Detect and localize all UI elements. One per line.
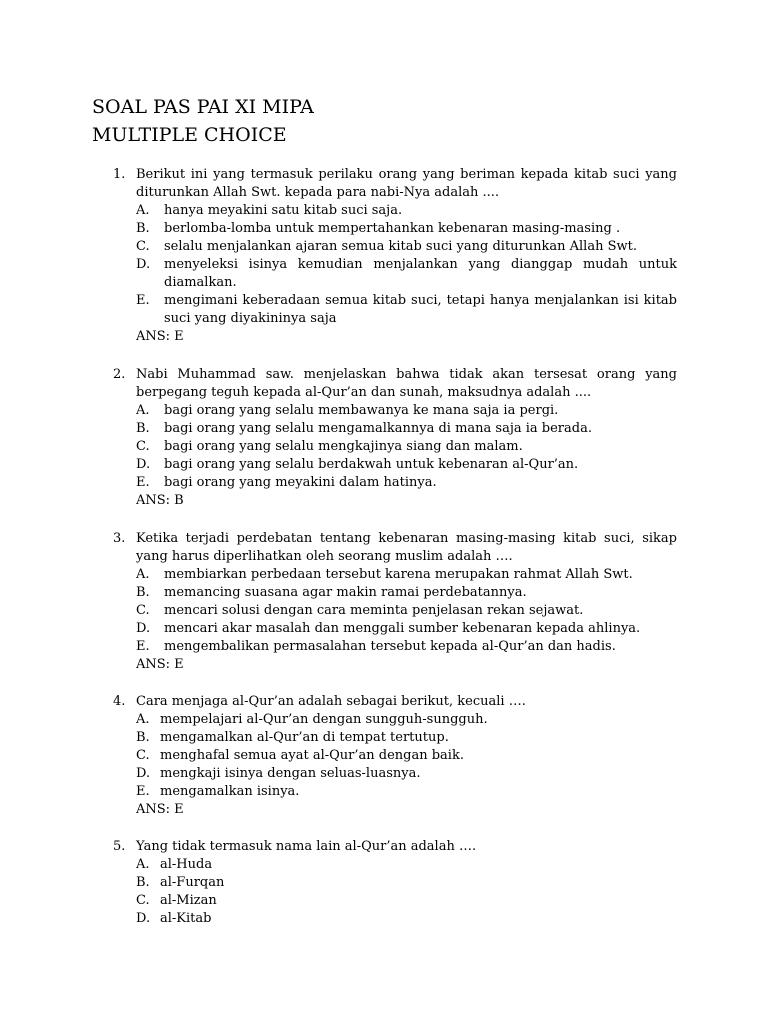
option-letter: E. (136, 293, 150, 308)
question-number: 1. (113, 167, 126, 182)
option-letter: D. (136, 621, 151, 636)
option-text: memancing suasana agar makin ramai perdebatannya. (164, 585, 527, 600)
option-letter: B. (136, 421, 150, 436)
option-c (136, 238, 677, 256)
option-e (136, 783, 677, 801)
option-letter: C. (136, 748, 150, 763)
document-subtitle: MULTIPLE CHOICE (92, 124, 287, 146)
option-text: mengimani keberadaan semua kitab suci, tetapi hanya menjalankan isi kitab suci yang diyakininya saja (164, 293, 677, 326)
question-stem (113, 530, 677, 566)
question-text: Cara menjaga al-Qur’an adalah sebagai berikut, kecuali …. (136, 694, 526, 709)
option-letter: C. (136, 439, 150, 454)
question-number: 3. (113, 531, 126, 546)
question-1 (113, 166, 677, 346)
option-d (136, 910, 677, 928)
answer-key: ANS: E (136, 657, 184, 672)
option-letter: B. (136, 875, 150, 890)
option-b (136, 729, 677, 747)
option-letter: A. (136, 203, 150, 218)
option-d (136, 620, 677, 638)
option-d (136, 456, 677, 474)
option-letter: A. (136, 567, 150, 582)
question-stem (113, 366, 677, 402)
option-letter: D. (136, 257, 151, 272)
option-text: mencari akar masalah dan menggali sumber kebenaran kepada ahlinya. (164, 621, 641, 636)
option-text: mengamalkan al-Qur’an di tempat tertutup. (160, 730, 449, 745)
option-text: bagi orang yang selalu membawanya ke mana saja ia pergi. (164, 403, 559, 418)
question-text: Ketika terjadi perdebatan tentang kebenaran masing-masing kitab suci, sikap yang harus diperlihatkan oleh seorang muslim adalah …. (136, 531, 677, 564)
question-number: 2. (113, 367, 126, 382)
option-text: mengamalkan isinya. (160, 784, 300, 799)
option-letter: E. (136, 639, 150, 654)
option-letter: A. (136, 712, 150, 727)
option-c (136, 892, 677, 910)
option-text: al-Huda (160, 857, 213, 872)
option-a (136, 856, 677, 874)
option-d (136, 256, 677, 292)
option-e (136, 638, 677, 656)
question-number: 4. (113, 694, 126, 709)
option-letter: C. (136, 239, 150, 254)
question-text: Berikut ini yang termasuk perilaku orang yang beriman kepada kitab suci yang diturunkan Allah Swt. kepada para nabi-Nya adalah .... (136, 167, 677, 200)
option-a (136, 402, 677, 420)
answer-key: ANS: E (136, 329, 184, 344)
option-letter: B. (136, 221, 150, 236)
option-text: membiarkan perbedaan tersebut karena merupakan rahmat Allah Swt. (164, 567, 633, 582)
option-b (136, 584, 677, 602)
option-text: al-Furqan (160, 875, 225, 890)
option-text: mempelajari al-Qur’an dengan sungguh-sungguh. (160, 712, 488, 727)
option-d (136, 765, 677, 783)
option-e (136, 292, 677, 328)
option-letter: A. (136, 857, 150, 872)
option-text: mengkaji isinya dengan seluas-luasnya. (160, 766, 421, 781)
answer-key: ANS: E (136, 802, 184, 817)
option-text: bagi orang yang selalu berdakwah untuk kebenaran al-Qur’an. (164, 457, 579, 472)
question-number: 5. (113, 839, 126, 854)
option-text: menyeleksi isinya kemudian menjalankan yang dianggap mudah untuk diamalkan. (164, 257, 677, 290)
option-b (136, 420, 677, 438)
option-text: menghafal semua ayat al-Qur’an dengan baik. (160, 748, 464, 763)
question-2 (113, 366, 677, 510)
option-text: bagi orang yang meyakini dalam hatinya. (164, 475, 437, 490)
option-text: mencari solusi dengan cara meminta penjelasan rekan sejawat. (164, 603, 584, 618)
question-5 (113, 838, 677, 928)
option-letter: D. (136, 911, 151, 926)
option-b (136, 220, 677, 238)
option-text: bagi orang yang selalu mengamalkannya di mana saja ia berada. (164, 421, 592, 436)
question-text: Yang tidak termasuk nama lain al-Qur’an adalah …. (136, 839, 477, 854)
option-letter: D. (136, 766, 151, 781)
option-letter: E. (136, 475, 150, 490)
document-title: SOAL PAS PAI XI MIPA (92, 96, 314, 118)
option-c (136, 438, 677, 456)
question-stem (113, 166, 677, 202)
question-3 (113, 530, 677, 674)
option-letter: C. (136, 893, 150, 908)
option-text: hanya meyakini satu kitab suci saja. (164, 203, 403, 218)
option-text: al-Kitab (160, 911, 212, 926)
option-text: mengembalikan permasalahan tersebut kepada al-Qur’an dan hadis. (164, 639, 616, 654)
option-c (136, 747, 677, 765)
question-text: Nabi Muhammad saw. menjelaskan bahwa tidak akan tersesat orang yang berpegang teguh kepada al-Qur’an dan sunah, maksudnya adalah .... (136, 367, 677, 400)
option-text: selalu menjalankan ajaran semua kitab suci yang diturunkan Allah Swt. (164, 239, 637, 254)
option-letter: E. (136, 784, 150, 799)
option-letter: D. (136, 457, 151, 472)
question-4 (113, 693, 677, 819)
option-letter: B. (136, 585, 150, 600)
option-a (136, 202, 677, 220)
option-text: al-Mizan (160, 893, 217, 908)
question-stem (113, 693, 677, 711)
option-letter: B. (136, 730, 150, 745)
option-text: berlomba-lomba untuk mempertahankan kebenaran masing-masing . (164, 221, 621, 236)
option-a (136, 711, 677, 729)
answer-key: ANS: B (136, 493, 184, 508)
option-letter: C. (136, 603, 150, 618)
option-c (136, 602, 677, 620)
option-a (136, 566, 677, 584)
option-b (136, 874, 677, 892)
option-letter: A. (136, 403, 150, 418)
option-e (136, 474, 677, 492)
option-text: bagi orang yang selalu mengkajinya siang dan malam. (164, 439, 523, 454)
question-stem (113, 838, 677, 856)
